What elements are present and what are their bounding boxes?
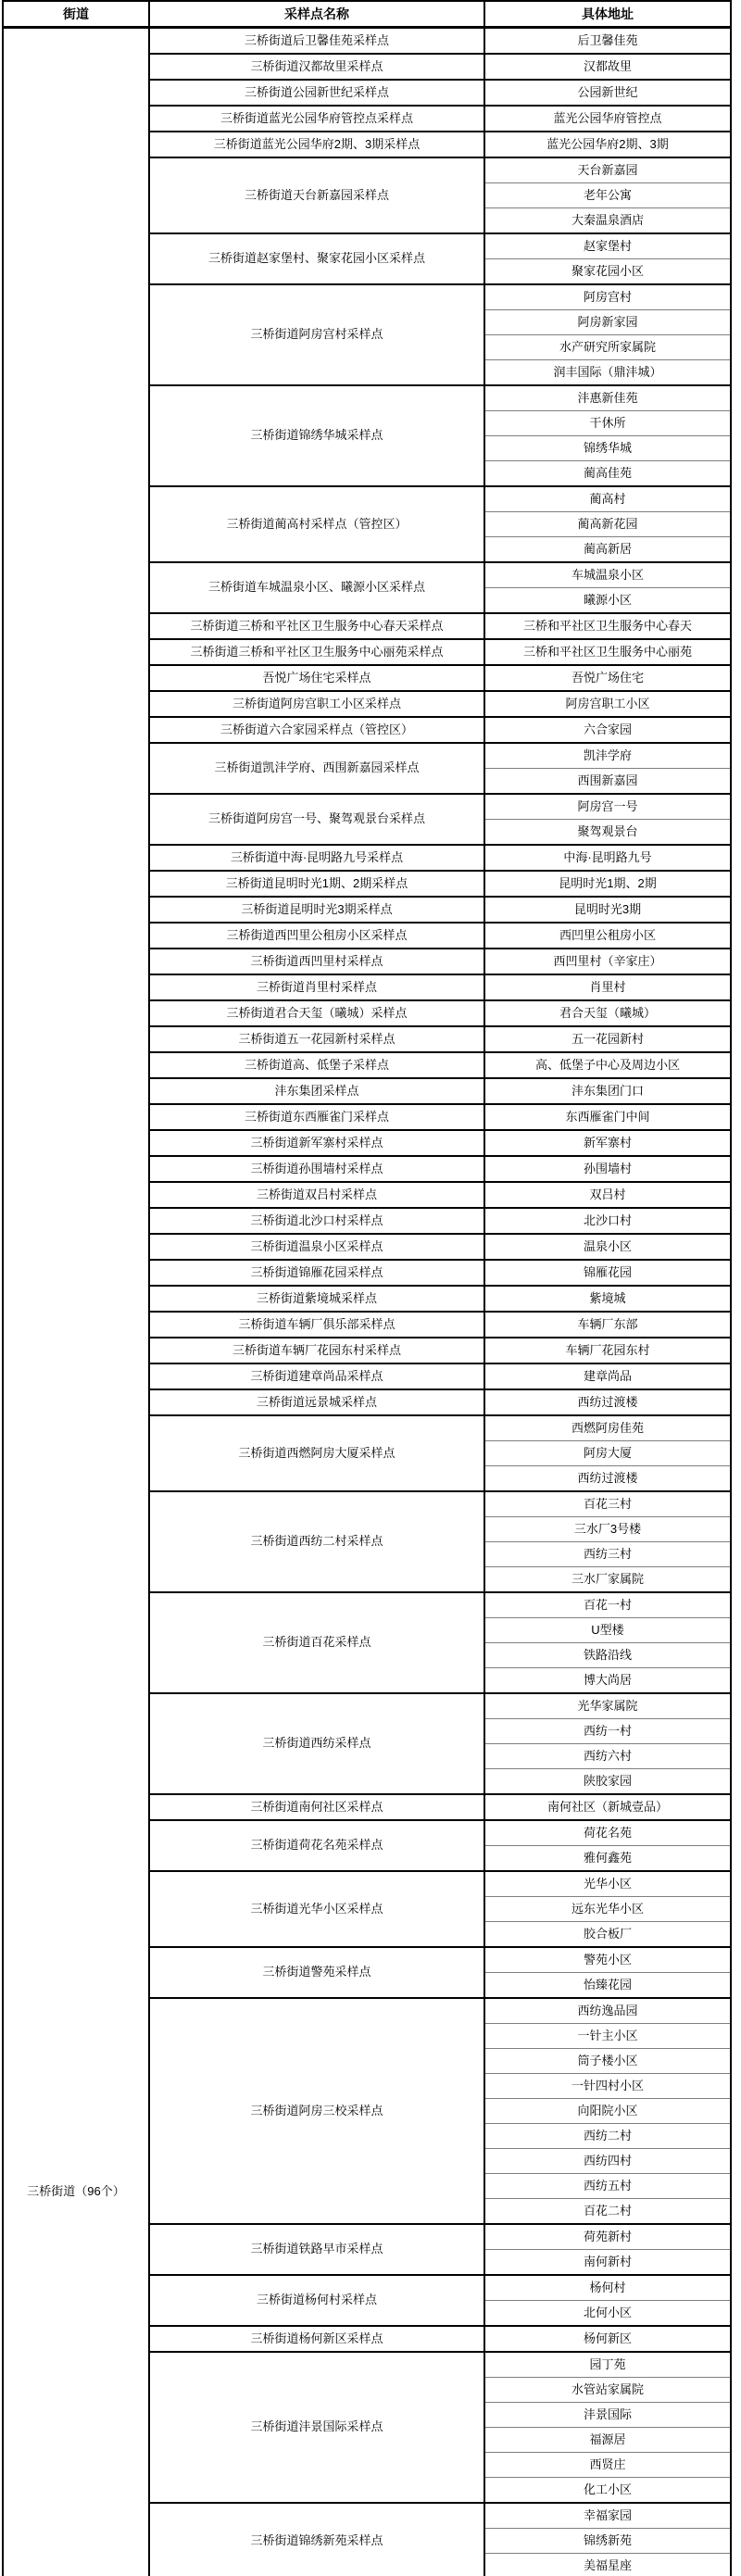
address-cell: 中海·昆明路九号 xyxy=(484,845,731,871)
street-label: 三桥街道（96个） xyxy=(27,2184,125,2198)
address-cell: 阿房宫村 xyxy=(484,284,731,310)
sampling-point-name-cell: 三桥街道锦绣新苑采样点 xyxy=(149,2503,484,2576)
address-cell: 五一花园新村 xyxy=(484,1026,731,1052)
address-cell: 陕胶家园 xyxy=(484,1769,731,1795)
sampling-point-name-cell: 三桥街道天台新嘉园采样点 xyxy=(149,157,484,233)
address-cell: 三水厂3号楼 xyxy=(484,1517,731,1542)
sampling-point-name-cell: 三桥街道锦绣华城采样点 xyxy=(149,385,484,486)
address-cell: 润丰国际（鼎沣城） xyxy=(484,360,731,386)
address-cell: 百花二村 xyxy=(484,2199,731,2225)
address-cell: 温泉小区 xyxy=(484,1234,731,1260)
sampling-point-name-cell: 三桥街道蔺高村采样点（管控区） xyxy=(149,486,484,562)
table-header-row xyxy=(3,1,731,28)
sampling-point-name-cell: 三桥街道君合天玺（曦城）采样点 xyxy=(149,1000,484,1026)
address-cell: 建章尚品 xyxy=(484,1363,731,1389)
sampling-point-name-cell: 三桥街道西凹里村采样点 xyxy=(149,949,484,974)
sampling-point-name-cell: 吾悦广场住宅采样点 xyxy=(149,665,484,691)
sampling-point-name-cell: 三桥街道阿房宫村采样点 xyxy=(149,284,484,385)
address-cell: 一针四村小区 xyxy=(484,2074,731,2099)
sampling-point-name-cell: 三桥街道阿房宫职工小区采样点 xyxy=(149,691,484,717)
address-cell: 百花一村 xyxy=(484,1592,731,1618)
sampling-point-name-cell: 三桥街道杨何新区采样点 xyxy=(149,2326,484,2352)
sampling-point-name-cell: 三桥街道警苑采样点 xyxy=(149,1947,484,1998)
address-cell: 怡臻花园 xyxy=(484,1973,731,1999)
address-cell: 西纺一村 xyxy=(484,1719,731,1744)
sampling-point-name-cell: 三桥街道车辆厂花园东村采样点 xyxy=(149,1338,484,1363)
address-cell: 锦雁花园 xyxy=(484,1260,731,1286)
address-cell: 锦绣华城 xyxy=(484,436,731,461)
address-cell: 一针主小区 xyxy=(484,2024,731,2049)
address-cell: 荷苑新村 xyxy=(484,2224,731,2250)
address-cell: 博大尚居 xyxy=(484,1668,731,1694)
address-cell: 幸福家园 xyxy=(484,2503,731,2529)
address-cell: 胶合板厂 xyxy=(484,1922,731,1948)
address-cell: 天台新嘉园 xyxy=(484,157,731,183)
address-cell: 向阳院小区 xyxy=(484,2099,731,2124)
address-cell: 肖里村 xyxy=(484,974,731,1000)
address-cell: 三桥和平社区卫生服务中心丽苑 xyxy=(484,639,731,665)
address-cell: 蔺高新花园 xyxy=(484,512,731,537)
address-cell: 美福星座 xyxy=(484,2554,731,2576)
address-cell: 北沙口村 xyxy=(484,1208,731,1234)
sampling-point-name-cell: 三桥街道双吕村采样点 xyxy=(149,1182,484,1208)
address-cell: 西纺二村 xyxy=(484,2124,731,2149)
address-cell: 后卫馨佳苑 xyxy=(484,28,731,55)
address-cell: 紫境城 xyxy=(484,1286,731,1312)
sampling-point-name-cell: 三桥街道公园新世纪采样点 xyxy=(149,80,484,106)
sampling-point-name-cell: 三桥街道车城温泉小区、曦源小区采样点 xyxy=(149,562,484,613)
address-cell: 西纺逸品园 xyxy=(484,1998,731,2024)
sampling-points-table xyxy=(2,0,732,2576)
sampling-point-name-cell: 三桥街道肖里村采样点 xyxy=(149,974,484,1000)
table-body xyxy=(3,28,731,2576)
address-cell: U型楼 xyxy=(484,1618,731,1643)
sampling-point-name-cell: 三桥街道昆明时光3期采样点 xyxy=(149,897,484,923)
sampling-point-name-cell: 三桥街道蓝光公园华府2期、3期采样点 xyxy=(149,132,484,157)
sampling-point-name-cell: 沣东集团采样点 xyxy=(149,1078,484,1104)
sampling-point-name-cell: 三桥街道北沙口村采样点 xyxy=(149,1208,484,1234)
address-cell: 西纺过渡楼 xyxy=(484,1389,731,1415)
address-cell: 三桥和平社区卫生服务中心春天 xyxy=(484,613,731,639)
sampling-point-name-cell: 三桥街道六合家园采样点（管控区） xyxy=(149,717,484,743)
address-cell: 新军寨村 xyxy=(484,1130,731,1156)
address-cell: 西纺三村 xyxy=(484,1542,731,1567)
column-header-sampling-point: 采样点名称 xyxy=(149,1,484,28)
address-cell: 孙围墙村 xyxy=(484,1156,731,1182)
sampling-point-name-cell: 三桥街道阿房三校采样点 xyxy=(149,1998,484,2224)
address-cell: 杨何村 xyxy=(484,2275,731,2301)
address-cell: 雅何鑫苑 xyxy=(484,1846,731,1872)
address-cell: 阿房大厦 xyxy=(484,1441,731,1466)
street-cell xyxy=(3,28,149,2576)
address-cell: 警苑小区 xyxy=(484,1947,731,1973)
sampling-point-name-cell: 三桥街道昆明时光1期、2期采样点 xyxy=(149,871,484,897)
sampling-point-name-cell: 三桥街道建章尚品采样点 xyxy=(149,1363,484,1389)
sampling-point-name-cell: 三桥街道三桥和平社区卫生服务中心丽苑采样点 xyxy=(149,639,484,665)
sampling-point-name-cell: 三桥街道西纺采样点 xyxy=(149,1693,484,1794)
address-cell: 西纺过渡楼 xyxy=(484,1466,731,1492)
address-cell: 凯沣学府 xyxy=(484,743,731,769)
address-cell: 昆明时光1期、2期 xyxy=(484,871,731,897)
sampling-point-name-cell: 三桥街道沣景国际采样点 xyxy=(149,2352,484,2503)
address-cell: 东西雁雀门中间 xyxy=(484,1104,731,1130)
sampling-point-name-cell: 三桥街道东西雁雀门采样点 xyxy=(149,1104,484,1130)
address-cell: 荷花名苑 xyxy=(484,1820,731,1846)
address-cell: 大秦温泉酒店 xyxy=(484,208,731,234)
address-cell: 双吕村 xyxy=(484,1182,731,1208)
address-cell: 铁路沿线 xyxy=(484,1643,731,1668)
address-cell: 车辆厂东部 xyxy=(484,1312,731,1338)
address-cell: 锦绣新苑 xyxy=(484,2529,731,2554)
address-cell: 化工小区 xyxy=(484,2478,731,2504)
address-cell: 曦源小区 xyxy=(484,588,731,614)
address-cell: 高、低堡子中心及周边小区 xyxy=(484,1052,731,1078)
column-header-street: 街道 xyxy=(3,1,149,28)
address-cell: 西纺五村 xyxy=(484,2174,731,2199)
address-cell: 百花三村 xyxy=(484,1491,731,1517)
sampling-point-name-cell: 三桥街道中海·昆明路九号采样点 xyxy=(149,845,484,871)
address-cell: 远东光华小区 xyxy=(484,1897,731,1922)
address-cell: 聚家花园小区 xyxy=(484,259,731,285)
address-cell: 汉都故里 xyxy=(484,54,731,80)
address-cell: 阿房宫职工小区 xyxy=(484,691,731,717)
sampling-point-name-cell: 三桥街道远景城采样点 xyxy=(149,1389,484,1415)
address-cell: 西燃阿房佳苑 xyxy=(484,1415,731,1441)
sampling-point-name-cell: 三桥街道五一花园新村采样点 xyxy=(149,1026,484,1052)
sampling-point-name-cell: 三桥街道蓝光公园华府管控点采样点 xyxy=(149,106,484,132)
sampling-point-name-cell: 三桥街道阿房宫一号、聚驾观景台采样点 xyxy=(149,794,484,845)
address-cell: 筒子楼小区 xyxy=(484,2049,731,2074)
sampling-point-name-cell: 三桥街道锦雁花园采样点 xyxy=(149,1260,484,1286)
sampling-point-name-cell: 三桥街道南何社区采样点 xyxy=(149,1794,484,1820)
address-cell: 南何社区（新城壹品） xyxy=(484,1794,731,1820)
address-cell: 光华家属院 xyxy=(484,1693,731,1719)
sampling-point-name-cell: 三桥街道后卫馨佳苑采样点 xyxy=(149,28,484,55)
sampling-point-name-cell: 三桥街道三桥和平社区卫生服务中心春天采样点 xyxy=(149,613,484,639)
sampling-point-name-cell: 三桥街道西纺二村采样点 xyxy=(149,1491,484,1592)
address-cell: 西围新嘉园 xyxy=(484,769,731,795)
address-cell: 蓝光公园华府管控点 xyxy=(484,106,731,132)
sampling-point-name-cell: 三桥街道新军寨村采样点 xyxy=(149,1130,484,1156)
address-cell: 西纺四村 xyxy=(484,2149,731,2174)
address-cell: 蔺高新居 xyxy=(484,537,731,563)
sampling-point-name-cell: 三桥街道西燃阿房大厦采样点 xyxy=(149,1415,484,1491)
sampling-point-name-cell: 三桥街道杨何村采样点 xyxy=(149,2275,484,2326)
address-cell: 西贤庄 xyxy=(484,2453,731,2478)
address-cell: 君合天玺（曦城） xyxy=(484,1000,731,1026)
address-cell: 干休所 xyxy=(484,411,731,436)
sampling-point-name-cell: 三桥街道孙围墙村采样点 xyxy=(149,1156,484,1182)
address-cell: 园丁苑 xyxy=(484,2352,731,2378)
sampling-point-name-cell: 三桥街道荷花名苑采样点 xyxy=(149,1820,484,1871)
address-cell: 蔺高村 xyxy=(484,486,731,512)
address-cell: 阿房宫一号 xyxy=(484,794,731,820)
address-cell: 水产研究所家属院 xyxy=(484,335,731,360)
sampling-point-name-cell: 三桥街道铁路早市采样点 xyxy=(149,2224,484,2275)
address-cell: 沣景国际 xyxy=(484,2403,731,2428)
address-cell: 西凹里公租房小区 xyxy=(484,923,731,949)
address-cell: 西纺六村 xyxy=(484,1744,731,1769)
address-cell: 沣惠新佳苑 xyxy=(484,385,731,411)
sampling-point-name-cell: 三桥街道汉都故里采样点 xyxy=(149,54,484,80)
address-cell: 六合家园 xyxy=(484,717,731,743)
address-cell: 西凹里村（辛家庄） xyxy=(484,949,731,974)
sampling-point-name-cell: 三桥街道赵家堡村、聚家花园小区采样点 xyxy=(149,233,484,284)
column-header-address: 具体地址 xyxy=(484,1,731,28)
sampling-point-name-cell: 三桥街道紫境城采样点 xyxy=(149,1286,484,1312)
address-cell: 水管站家属院 xyxy=(484,2378,731,2403)
address-cell: 老年公寓 xyxy=(484,183,731,208)
address-cell: 福源居 xyxy=(484,2428,731,2453)
sampling-point-name-cell: 三桥街道百花采样点 xyxy=(149,1592,484,1693)
address-cell: 聚驾观景台 xyxy=(484,820,731,846)
address-cell: 杨何新区 xyxy=(484,2326,731,2352)
address-cell: 三水厂家属院 xyxy=(484,1567,731,1593)
address-cell: 赵家堡村 xyxy=(484,233,731,259)
address-cell: 吾悦广场住宅 xyxy=(484,665,731,691)
sampling-point-name-cell: 三桥街道高、低堡子采样点 xyxy=(149,1052,484,1078)
sampling-point-name-cell: 三桥街道西凹里公租房小区采样点 xyxy=(149,923,484,949)
address-cell: 阿房新家园 xyxy=(484,310,731,335)
sampling-point-name-cell: 三桥街道光华小区采样点 xyxy=(149,1871,484,1947)
table-row xyxy=(3,28,731,55)
address-cell: 蓝光公园华府2期、3期 xyxy=(484,132,731,157)
address-cell: 车辆厂花园东村 xyxy=(484,1338,731,1363)
address-cell: 光华小区 xyxy=(484,1871,731,1897)
address-cell: 公园新世纪 xyxy=(484,80,731,106)
address-cell: 南何新村 xyxy=(484,2250,731,2276)
sampling-point-name-cell: 三桥街道车辆厂俱乐部采样点 xyxy=(149,1312,484,1338)
address-cell: 蔺高佳苑 xyxy=(484,461,731,487)
sampling-point-name-cell: 三桥街道凯沣学府、西围新嘉园采样点 xyxy=(149,743,484,794)
address-cell: 昆明时光3期 xyxy=(484,897,731,923)
address-cell: 车城温泉小区 xyxy=(484,562,731,588)
address-cell: 北何小区 xyxy=(484,2301,731,2327)
address-cell: 沣东集团门口 xyxy=(484,1078,731,1104)
sampling-point-name-cell: 三桥街道温泉小区采样点 xyxy=(149,1234,484,1260)
